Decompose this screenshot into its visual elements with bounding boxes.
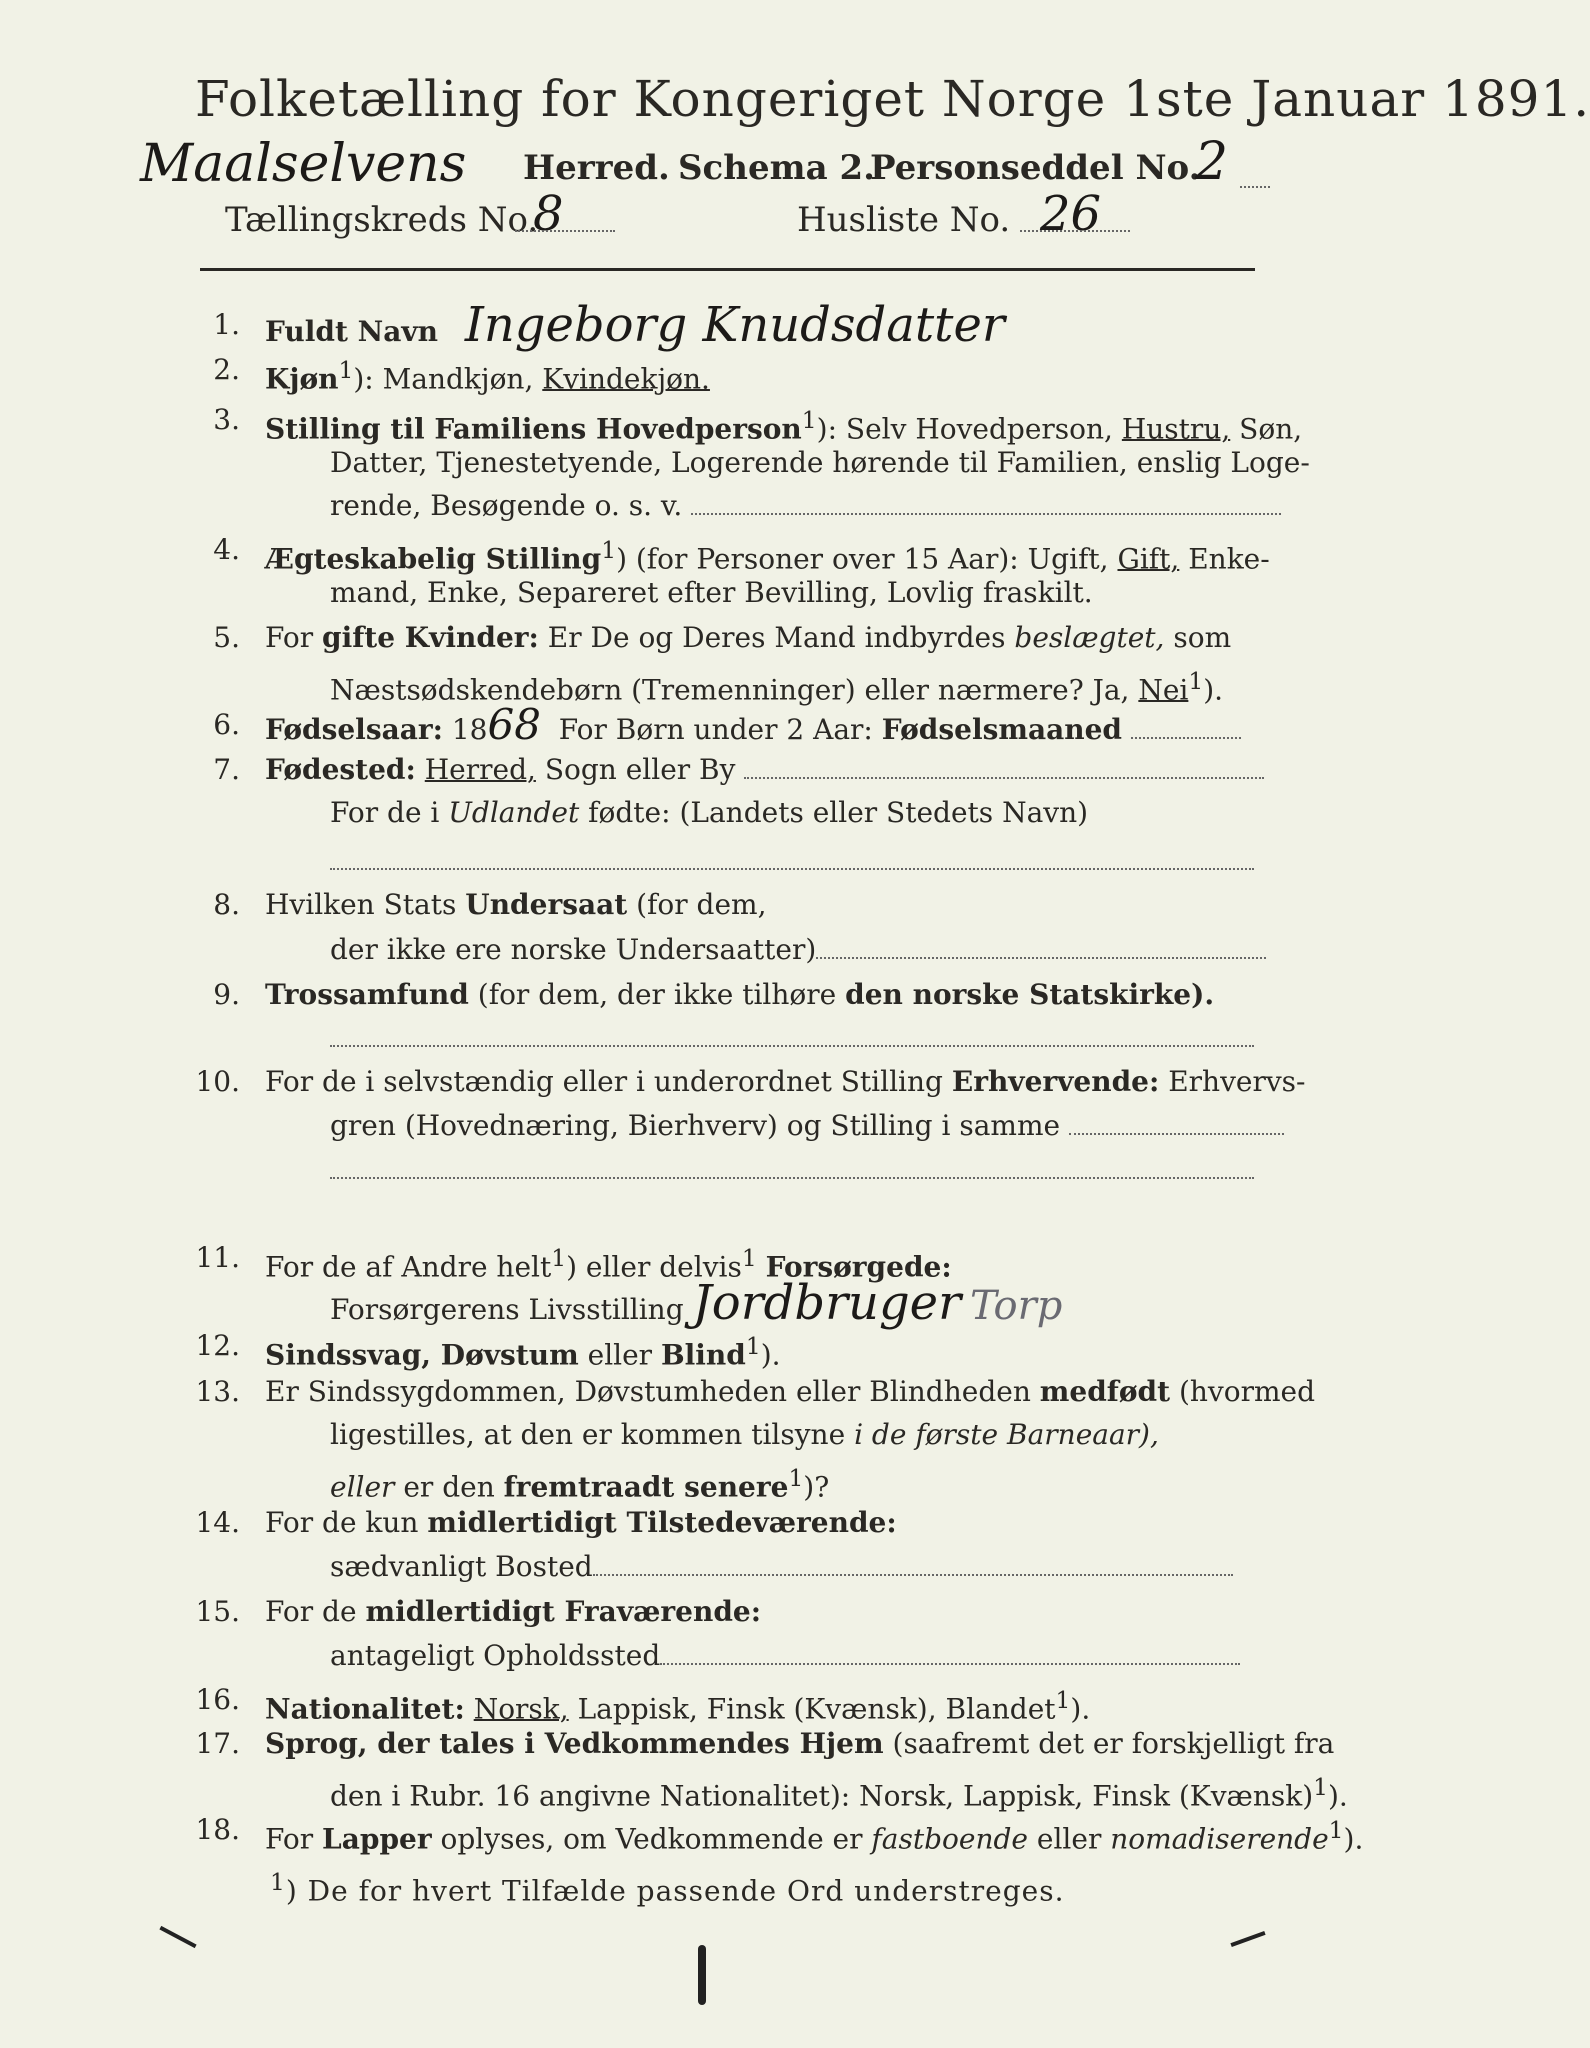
question-text: der ikke ere norske Undersaatter) [330,933,817,966]
question-text: For Børn under 2 Aar: [558,713,873,746]
dotted-leader [691,505,1281,515]
footnote [270,1868,1064,1907]
question-text: ): Mandkjøn, [353,362,534,396]
question-text: For de kun [265,1506,419,1539]
question-text: gren (Hovednæring, Bierhverv) og Stilling i samme [330,1109,1061,1142]
question-text: Er De og Deres Mand indbyrdes [547,621,1006,654]
question-label: gifte Kvinder: [322,621,539,654]
footnote-marker: 1 [1055,1686,1071,1714]
question-text: Erhvervs- [1168,1065,1306,1098]
form-title: Folketælling for Kongeriget Norge 1ste Januar 1891. [195,70,1590,128]
selected-option: Nei [1138,673,1189,707]
personseddel-label: Personseddel No. [870,148,1201,188]
question-text: eller [587,1338,653,1372]
question-text: (for dem, der ikke tilhøre [477,978,837,1011]
herred-label: Herred. [523,148,670,188]
dotted-leader [816,949,1266,959]
selected-option: Hustru, [1121,412,1231,446]
question-text: Udlandet [448,796,580,829]
question-text: antageligt Opholdssted [330,1639,661,1672]
question-text: Datter, Tjenestetyende, Logerende hørende til Familien, enslig Loge- [330,446,1310,479]
question-text: ). [1328,1779,1348,1813]
question-text: eller [1036,1822,1102,1856]
ink-mark [698,1945,706,2005]
footnote-marker: 1 [1313,1773,1328,1801]
question-label: midlertidigt Fraværende: [365,1595,762,1628]
question-number: 7. [213,753,240,786]
question-text: For de i selvstændig eller i underordnet Stilling [265,1065,943,1098]
question-text: ligestilles, at den er kommen tilsyne [330,1418,846,1451]
question-number: 14. [195,1506,240,1539]
personseddel-number: 2 [1195,132,1229,192]
question-label: Blind [660,1338,746,1372]
question-text: Er Sindssygdommen, Døvstumheden eller Blindheden [265,1375,1031,1408]
question-number: 15. [195,1595,240,1628]
question-label: Stilling til Familiens Hovedperson [265,412,802,446]
question-text: eller [330,1470,395,1504]
footnote-marker: 1 [788,1464,804,1492]
question-label: Fødested: [265,753,416,786]
question-text: Hvilken Stats [265,888,457,921]
question-text: ). [1343,1822,1364,1856]
question-text: mand, Enke, Separeret efter Bevilling, Lovlig fraskilt. [330,576,1093,609]
question-text: oplyses, om Vedkommende er [440,1822,863,1856]
question-text: (hvormed [1178,1375,1315,1408]
question-text: ) eller delvis [566,1250,742,1284]
footnote-marker: 1 [745,1332,761,1360]
question-text: den i Rubr. 16 angivne Nationalitet): Norsk, Lappisk, Finsk (Kvænsk) [330,1779,1314,1813]
husliste-number: 26 [1040,186,1102,242]
question-label: Ægteskabelig Stilling [265,542,602,576]
question-text: Næstsødskendebørn (Tremenninger) eller nærmere? Ja, [330,673,1130,707]
question-text: For de [265,1595,357,1628]
question-number: 1. [213,308,240,341]
question-text: Forsørgerens Livsstilling [330,1293,684,1326]
question-text: rende, Besøgende o. s. v. [330,489,683,522]
question-text: (for dem, [636,888,767,921]
question-label: fremtraadt senere [503,1470,789,1504]
dotted-leader [593,1566,1233,1576]
question-text: nomadiserende [1110,1822,1329,1856]
dotted-leader [660,1655,1240,1665]
question-text: fødte: (Landets eller Stedets Navn) [588,796,1089,829]
selected-option: Gift, [1117,542,1180,576]
question-number: 2. [213,353,240,386]
footnote-marker: 1 [270,1868,286,1896]
footnote-marker: 1 [1188,667,1204,695]
birth-year-answer: 68 [487,700,541,749]
question-text: ) (for Personer over 15 Aar): Ugift, [616,542,1109,576]
footnote-marker: 1 [801,406,817,434]
provider-occupation-answer: Jordbruger [692,1275,962,1331]
question-text: i de første Barneaar), [854,1418,1159,1451]
question-text: som [1173,621,1232,654]
dotted-leader [1069,1125,1284,1135]
question-text: ): Selv Hovedperson, [816,412,1113,446]
question-text: For [265,1822,314,1856]
dotted-leader [1020,222,1130,232]
question-text: Søn, [1239,412,1303,446]
footnote-marker: 1 [1328,1816,1344,1844]
question-number: 17. [195,1727,240,1760]
question-label: Erhvervende: [951,1065,1160,1098]
question-number: 12. [195,1329,240,1362]
question-number: 8. [213,888,240,921]
question-number: 10. [195,1065,240,1098]
footnote-marker: 1 [551,1244,567,1272]
question-text: For [265,621,314,654]
question-text: ). [760,1338,781,1372]
question-number: 9. [213,978,240,1011]
footnote-text: ) De for hvert Tilfælde passende Ord understreges. [285,1874,1065,1908]
question-label: midlertidigt Tilstedeværende: [427,1506,897,1539]
question-number: 4. [213,533,240,566]
header-rule [200,268,1255,271]
question-label: medfødt [1039,1375,1171,1408]
question-label: Forsørgede: [765,1250,952,1284]
full-name-answer: Ingeborg Knudsdatter [464,297,1005,353]
question-number: 13. [195,1375,240,1408]
question-label: Fødselsaar: [265,713,443,746]
ink-mark [159,1926,196,1948]
question-text: )? [803,1470,830,1504]
dotted-leader [1240,178,1270,188]
question-text: Sogn eller By [544,753,736,786]
question-number: 6. [213,708,240,741]
question-label: den norske Statskirke). [845,978,1215,1011]
taellingskreds-label: Tællingskreds No. [225,200,539,240]
question-number: 3. [213,403,240,436]
dotted-leader [744,769,1264,779]
question-number: 16. [195,1683,240,1716]
question-label: Lapper [322,1822,432,1856]
question-text: sædvanligt Bosted [330,1550,593,1583]
blank-answer-line [330,1175,1254,1179]
blank-answer-line [330,1043,1254,1047]
selected-option: Norsk, [473,1692,569,1726]
question-text: Lappisk, Finsk (Kvænsk), Blandet [577,1692,1056,1726]
question-label: Sprog, der tales i Vedkommendes Hjem [265,1727,884,1760]
blank-answer-line [330,866,1254,870]
question-number: 5. [213,621,240,654]
selected-option: Kvindekjøn. [542,362,710,396]
question-text: Enke- [1188,542,1270,576]
question-text: ). [1070,1692,1091,1726]
question-label: Undersaat [465,888,628,921]
question-text: (saafremt det er forskjelligt fra [892,1727,1335,1760]
year-prefix: 18 [451,713,488,746]
question-text: beslægtet, [1014,621,1165,654]
question-text: For de af Andre helt [265,1250,552,1284]
question-text: er den [403,1470,495,1504]
footnote-marker: 1 [741,1244,757,1272]
question-text: fastboende [871,1822,1028,1856]
dotted-leader [1131,729,1241,739]
footnote-marker: 1 [601,536,617,564]
taellingskreds-number: 8 [533,186,564,242]
provider-occupation-answer-addition: Torp [969,1283,1063,1329]
ink-mark [1230,1931,1265,1947]
question-label: Nationalitet: [265,1692,465,1726]
question-label: Trossamfund [265,978,469,1011]
question-label: Sindssvag, Døvstum [265,1338,579,1372]
question-number: 11. [195,1241,240,1274]
question-text: ). [1203,673,1224,707]
husliste-label: Husliste No. [797,200,1011,240]
question-text: For de i [330,796,440,829]
dotted-leader [515,222,615,232]
municipality-name: Maalselvens [140,134,467,194]
question-label: Fuldt Navn [265,315,439,348]
schema-label: Schema 2. [678,148,875,188]
footnote-marker: 1 [338,356,354,384]
question-label: Kjøn [265,362,339,396]
question-number: 18. [195,1813,240,1846]
selected-option: Herred, [424,753,536,786]
question-label: Fødselsmaaned [881,713,1123,746]
